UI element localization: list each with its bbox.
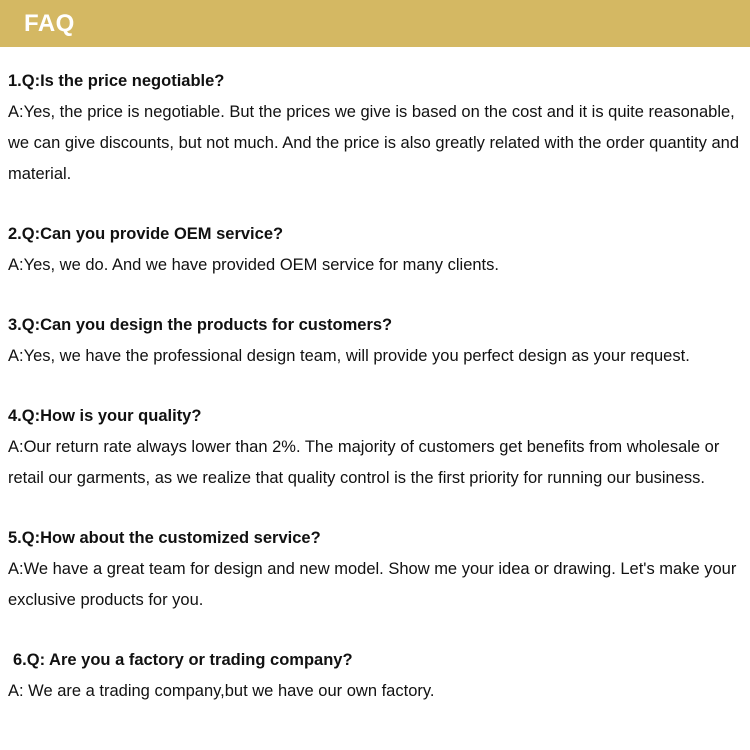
- faq-question: 4.Q:How is your quality?: [8, 407, 202, 425]
- faq-question: 2.Q:Can you provide OEM service?: [8, 225, 284, 243]
- faq-list: [8, 66, 746, 707]
- faq-item: [8, 219, 746, 281]
- faq-item: [8, 401, 746, 494]
- faq-question: 6.Q: Are you a factory or trading company?: [13, 651, 353, 669]
- faq-answer: A:Yes, we do. And we have provided OEM service for many clients.: [8, 256, 499, 274]
- faq-question: 1.Q:Is the price negotiable?: [8, 72, 225, 90]
- faq-header-banner: [0, 0, 750, 47]
- faq-item: [8, 645, 746, 707]
- faq-item: [8, 66, 746, 190]
- faq-answer: A: We are a trading company,but we have our own factory.: [8, 682, 435, 700]
- faq-question: 5.Q:How about the customized service?: [8, 529, 321, 547]
- faq-answer: A:Yes, we have the professional design team, will provide you perfect design as your request.: [8, 347, 690, 365]
- faq-answer: A:We have a great team for design and new model. Show me your idea or drawing. Let's make your exclusive products for you.: [8, 560, 737, 609]
- faq-item: [8, 310, 746, 372]
- faq-question: 3.Q:Can you design the products for customers?: [8, 316, 393, 334]
- faq-answer: A:Yes, the price is negotiable. But the prices we give is based on the cost and it is quite reasonable, we can give discounts, but not much. And the price is also greatly related with the order quantity and material.: [8, 103, 740, 183]
- faq-answer: A:Our return rate always lower than 2%. The majority of customers get benefits from wholesale or retail our garments, as we realize that quality control is the first priority for running our business.: [8, 438, 720, 487]
- page-title: FAQ: [24, 10, 75, 37]
- faq-item: [8, 523, 746, 616]
